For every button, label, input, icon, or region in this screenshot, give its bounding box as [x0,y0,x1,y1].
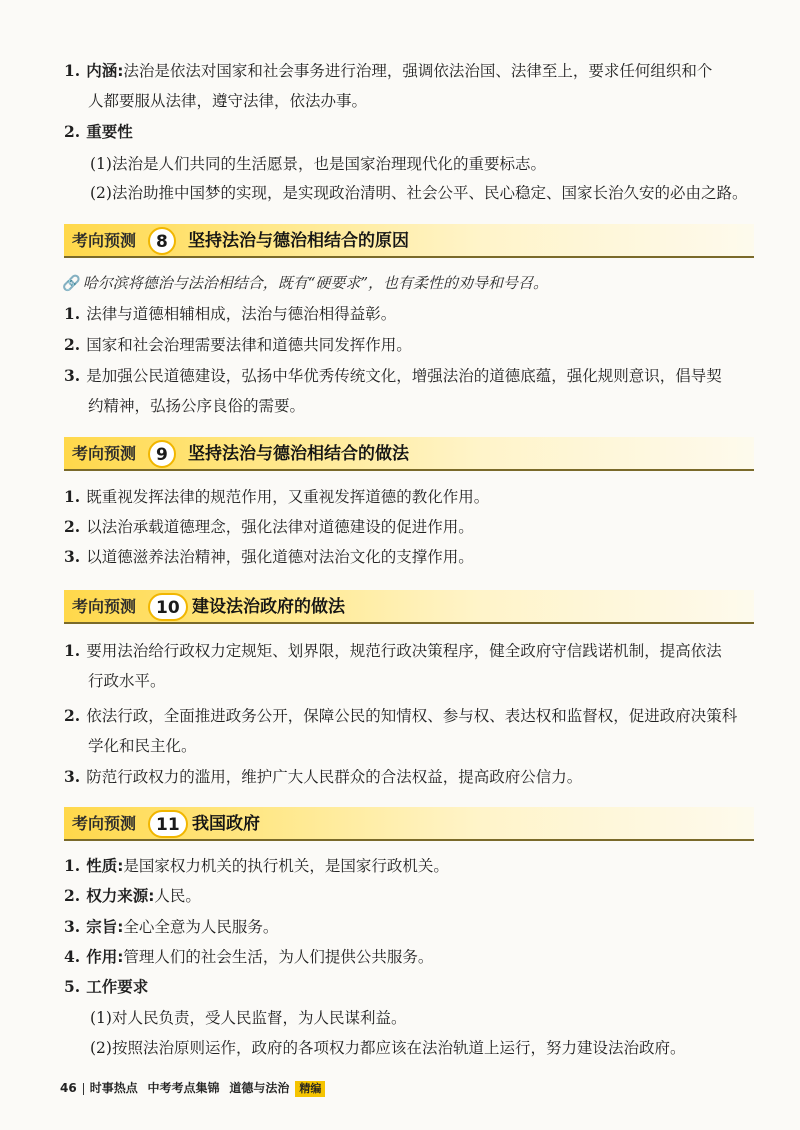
item-number: 2. [64,706,81,725]
footer-series: 时事热点 [89,1081,138,1095]
list-item [64,917,760,937]
item-number: 3. [64,767,81,786]
sub-item: (2)法治助推中国梦的实现，是实现政治清明、社会公平、民心稳定、国家长治久安的必由之路。 [90,184,748,202]
banner-title: 坚持法治与德治相结合的原因 [188,231,409,251]
banner-tag: 考向预测 [72,597,137,616]
sub-item: (2)按照法治原则运作，政府的各项权力都应该在法治轨道上运行，努力建设法治政府。 [90,1039,686,1057]
item-continuation: 行政水平。 [88,672,166,690]
footer-divider [83,1083,84,1095]
item-text: 法律与道德相辅相成，法治与德治相得益彰。 [86,305,397,323]
item-connotation [64,61,760,81]
list-item [64,304,760,324]
footer-book-title: 中考考点集锦 [147,1081,220,1095]
list-item [64,547,760,567]
banner-number-badge: 10 [148,593,188,621]
item-label: 权力来源: [86,887,155,905]
item-number: 3. [64,917,81,936]
banner-title: 建设法治政府的做法 [192,597,345,617]
item-text: 依法行政，全面推进政务公开，保障公民的知情权、参与权、表达权和监督权，促进政府决策科 [86,707,738,725]
list-item [64,641,760,661]
section-banner-9 [64,437,754,471]
item-number: 2. [64,335,81,354]
item-number: 2. [64,122,81,141]
item-number: 1. [64,487,81,506]
item-importance [64,122,760,142]
item-label: 性质: [86,857,124,875]
list-item [64,366,760,386]
item-continuation: 约精神，弘扬公序良俗的需要。 [88,397,306,415]
list-item [64,706,760,726]
list-item [64,487,760,507]
page-number: 46 [60,1081,77,1095]
item-continuation: 学化和民主化。 [88,737,197,755]
list-item [64,517,760,537]
item-text: 是国家权力机关的执行机关，是国家行政机关。 [123,857,449,875]
item-number: 1. [64,641,81,660]
banner-number-badge: 8 [148,227,176,255]
item-label: 内涵: [86,62,124,80]
item-number: 1. [64,856,81,875]
section-banner-10 [64,590,754,624]
list-item [64,856,760,876]
item-number: 1. [64,304,81,323]
banner-tag: 考向预测 [72,814,137,833]
footer-subject: 道德与法治 [229,1081,290,1095]
list-item [64,947,760,967]
item-text: 全心全意为人民服务。 [123,918,279,936]
item-label: 重要性 [86,123,133,141]
sub-item: (1)法治是人们共同的生活愿景，也是国家治理现代化的重要标志。 [90,155,546,173]
intro-text: 哈尔滨将德治与法治相结合，既有“硬要求”，也有柔性的劝导和号召。 [82,274,549,292]
list-item [64,977,760,997]
footer-edition-badge: 精编 [295,1081,325,1097]
item-text: 人民。 [154,887,201,905]
item-number: 5. [64,977,81,996]
banner-number-badge: 11 [148,810,188,838]
item-number: 2. [64,517,81,536]
item-number: 1. [64,61,81,80]
item-text: 要用法治给行政权力定规矩、划界限，规范行政决策程序，健全政府守信践诺机制，提高依法 [86,642,722,660]
item-text: 防范行政权力的滥用，维护广大人民群众的合法权益，提高政府公信力。 [86,768,583,786]
list-item [64,767,760,787]
banner-title: 坚持法治与德治相结合的做法 [188,444,409,464]
link-icon: 🔗 [62,274,81,292]
sub-item: (1)对人民负责，受人民监督，为人民谋利益。 [90,1009,407,1027]
item-number: 3. [64,366,81,385]
item-label: 工作要求 [86,978,149,996]
item-number: 2. [64,886,81,905]
item-text: 以道德滋养法治精神，强化道德对法治文化的支撑作用。 [86,548,474,566]
item-text: 既重视发挥法律的规范作用，又重视发挥道德的教化作用。 [86,488,490,506]
list-item [64,335,760,355]
item-label: 作用: [86,948,124,966]
section-banner-11 [64,807,754,841]
item-number: 4. [64,947,81,966]
section-intro [62,273,760,293]
item-text: 法治是依法对国家和社会事务进行治理，强调依法治国、法律至上，要求任何组织和个 [123,62,713,80]
item-text: 管理人们的社会生活，为人们提供公共服务。 [123,948,434,966]
item-text: 是加强公民道德建设，弘扬中华优秀传统文化，增强法治的道德底蕴，强化规则意识，倡导契 [86,367,722,385]
item-text: 以法治承载道德理念，强化法律对道德建设的促进作用。 [86,518,474,536]
banner-title: 我国政府 [192,814,260,834]
item-label: 宗旨: [86,918,124,936]
banner-number-badge: 9 [148,440,176,468]
item-continuation: 人都要服从法律，遵守法律，依法办事。 [88,92,368,110]
section-banner-8 [64,224,754,258]
item-number: 3. [64,547,81,566]
item-text: 国家和社会治理需要法律和道德共同发挥作用。 [86,336,412,354]
list-item [64,886,760,906]
page-footer [60,1078,325,1098]
banner-tag: 考向预测 [72,231,137,250]
banner-tag: 考向预测 [72,444,137,463]
